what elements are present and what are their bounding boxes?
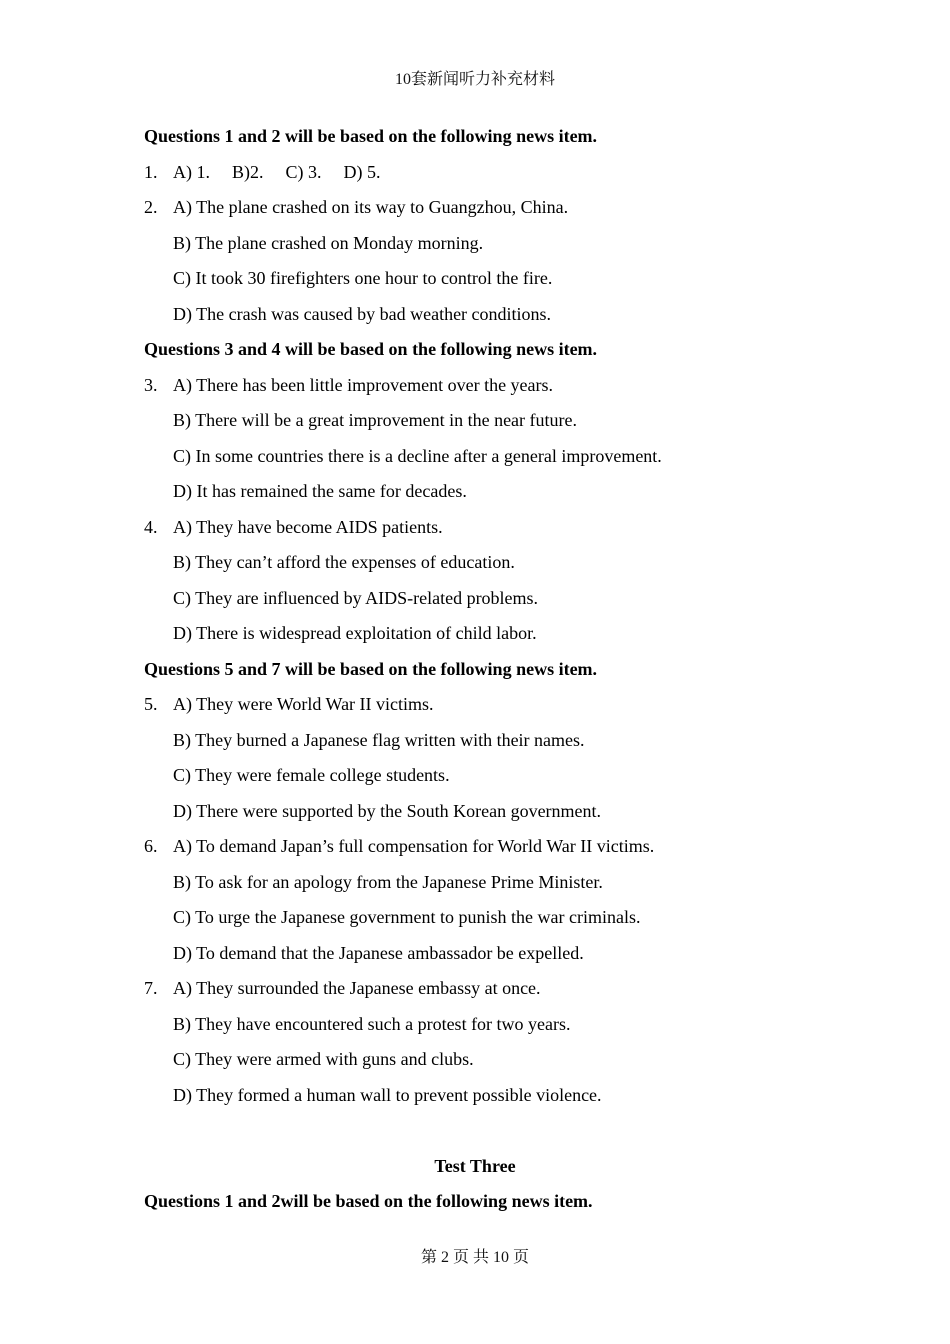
test-title: Test Three [434, 1155, 516, 1176]
option-c: C) To urge the Japanese government to punish the war criminals. [173, 907, 641, 927]
blank-line [144, 1118, 844, 1154]
question-1 [144, 160, 844, 196]
question-6 [144, 834, 844, 870]
option-b: B) They have encountered such a protest for two years. [173, 1013, 571, 1034]
question-number: 1. [144, 161, 158, 182]
option-c: C) In some countries there is a decline after a general improvement. [173, 445, 662, 466]
question-number: 4. [144, 516, 158, 537]
option-c: C) They were armed with guns and clubs. [173, 1049, 474, 1069]
question-3 [144, 373, 844, 409]
question-4 [144, 515, 844, 551]
option-d: D) There were supported by the South Korean government. [173, 800, 602, 821]
section-heading: Questions 1 and 2will be based on the following news item. [144, 1191, 593, 1211]
option-a: A) They were World War II victims. [173, 694, 434, 714]
option-d: D) The crash was caused by bad weather conditions. [173, 303, 552, 324]
option-a: A) The plane crashed on its way to Guangzhou, China. [173, 197, 569, 217]
option-c: C) They were female college students. [173, 765, 450, 785]
option-a: A) To demand Japan’s full compensation for World War II victims. [173, 836, 655, 856]
section-heading: Questions 3 and 4 will be based on the following news item. [144, 339, 598, 359]
question-number: 2. [144, 197, 158, 217]
option-d: D) There is widespread exploitation of child labor. [173, 623, 537, 643]
option-c: C) 3. [285, 161, 322, 182]
option-a: A) 1. [173, 161, 210, 182]
option-b: B) To ask for an apology from the Japanese Prime Minister. [173, 871, 603, 892]
option-b: B) They can’t afford the expenses of education. [173, 552, 515, 572]
option-a: A) They have become AIDS patients. [173, 516, 443, 537]
option-d: D) 5. [343, 161, 381, 182]
page-header: 10套新闻听力补充材料 [394, 71, 555, 88]
question-number: 7. [144, 978, 158, 998]
option-b: B) They burned a Japanese flag written with their names. [173, 729, 585, 750]
page-footer: 第 2 页 共 10 页 [420, 1249, 529, 1266]
option-b: B) The plane crashed on Monday morning. [173, 232, 484, 253]
section-heading: Questions 1 and 2 will be based on the following news item. [144, 126, 598, 146]
section-heading: Questions 5 and 7 will be based on the following news item. [144, 658, 598, 679]
option-c: C) They are influenced by AIDS-related problems. [173, 587, 539, 608]
option-b: B)2. [232, 161, 264, 182]
question-5 [144, 692, 844, 728]
option-d: D) To demand that the Japanese ambassador be expelled. [173, 942, 584, 963]
document-body [144, 124, 844, 1225]
option-a: A) They surrounded the Japanese embassy at once. [173, 978, 541, 998]
option-b: B) There will be a great improvement in the near future. [173, 410, 578, 430]
option-d: D) It has remained the same for decades. [173, 481, 467, 501]
question-number: 6. [144, 836, 158, 856]
question-7 [144, 976, 844, 1012]
question-number: 5. [144, 694, 158, 714]
option-c: C) It took 30 firefighters one hour to control the fire. [173, 268, 553, 288]
option-a: A) There has been little improvement over the years. [173, 374, 554, 395]
question-2 [144, 195, 844, 231]
option-d: D) They formed a human wall to prevent possible violence. [173, 1084, 602, 1105]
question-number: 3. [144, 374, 158, 395]
